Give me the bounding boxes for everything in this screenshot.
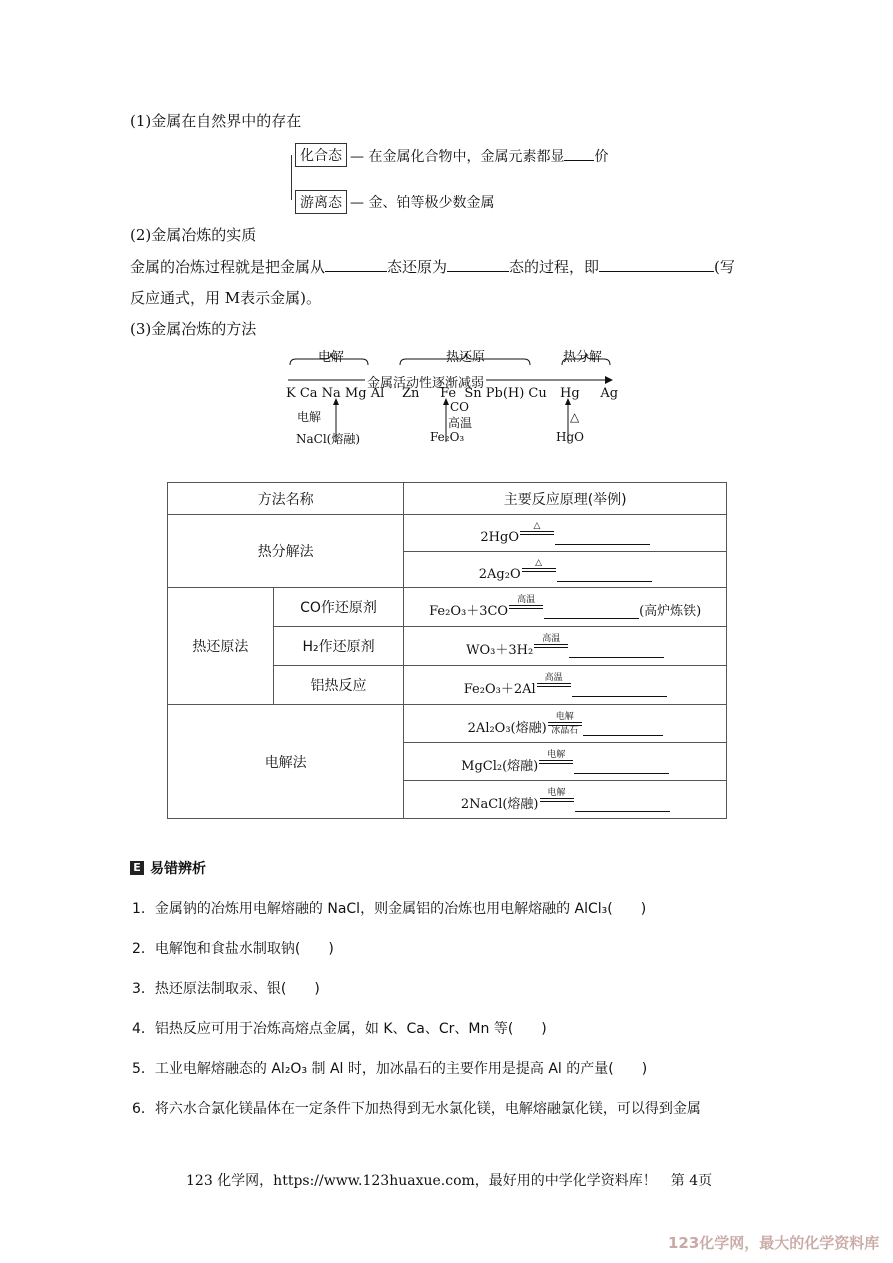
equation-cell: Fe₂O₃＋3CO 高温 (高炉炼铁) — [404, 588, 727, 627]
reducer-thermite: 铝热反应 — [273, 666, 404, 705]
activity-label: 金属活动性逐渐减弱 — [365, 372, 486, 391]
reducer-h2: H₂作还原剂 — [273, 627, 404, 666]
metals-group3: Hg Ag — [560, 386, 619, 401]
metals-group2: Zn Fe Sn Pb(H) Cu — [402, 386, 547, 401]
errors-title-row — [130, 858, 206, 878]
answer-blank — [575, 797, 670, 812]
answer-blank — [544, 604, 639, 619]
diagram-hgo: HgO — [556, 430, 584, 444]
brace-label-electrolysis: 电解 — [318, 350, 345, 365]
diagram-nacl: NaCl(熔融) — [296, 432, 361, 446]
equation-cell: Fe₂O₃＋2Al 高温 — [404, 666, 727, 705]
section3-heading: (3)金属冶炼的方法 — [130, 320, 257, 338]
table-row — [168, 515, 727, 552]
brace-label-thermal-decomp: 热分解 — [563, 350, 603, 365]
header-principle: 主要反应原理(举例) — [404, 483, 727, 515]
equation-cell: 2HgO △ — [404, 515, 727, 552]
answer-blank — [583, 721, 663, 736]
section2-line1: 金属的冶炼过程就是把金属从 态还原为 态的过程，即 (写 — [130, 258, 735, 276]
error-item-6: 6．将六水合氯化镁晶体在一定条件下加热得到无水氯化镁，电解熔融氯化镁，可以得到金属 — [132, 1101, 701, 1117]
section2-line2: 反应通式，用 M表示金属)。 — [130, 289, 321, 307]
metals-group1: K Ca Na Mg Al — [286, 386, 385, 401]
method-electrolysis: 电解法 — [168, 705, 404, 819]
reducer-co: CO作还原剂 — [273, 588, 404, 627]
diagram-fe2o3: Fe₂O₃ — [430, 430, 465, 444]
method-thermal-decomp: 热分解法 — [168, 515, 404, 588]
answer-blank — [572, 682, 667, 697]
diagram-high-temp: 高温 — [448, 416, 473, 430]
errors-title: 易错辨析 — [150, 861, 206, 877]
equation-cell: 2NaCl(熔融) 电解 — [404, 781, 727, 819]
methods-table — [167, 482, 727, 819]
free-state-box: 游离态 — [295, 190, 347, 214]
error-item-1: 1．金属钠的冶炼用电解熔融的 NaCl，则金属铝的冶炼也用电解熔融的 AlCl₃( ) — [132, 901, 647, 917]
answer-blank — [555, 530, 650, 545]
section2-heading: (2)金属冶炼的实质 — [130, 226, 257, 244]
header-method: 方法名称 — [168, 483, 404, 515]
free-state-desc: — 金、铂等极少数金属 — [350, 195, 495, 211]
equation-cell: 2Al₂O₃(熔融) 电解 冰晶石 — [404, 705, 727, 743]
arrow-head — [605, 376, 613, 384]
error-item-2: 2．电解饱和食盐水制取钠( ) — [132, 941, 334, 957]
combined-state-box: 化合态 — [295, 143, 347, 167]
diagram-elec-label: 电解 — [297, 410, 322, 424]
table-row — [168, 705, 727, 743]
error-item-3: 3．热还原法制取汞、银( ) — [132, 981, 320, 997]
section1-heading: (1)金属在自然界中的存在 — [130, 112, 302, 130]
error-analysis-icon: E — [130, 861, 144, 875]
diagram-co: CO — [450, 400, 470, 414]
equation-cell: 2Ag₂O △ — [404, 552, 727, 588]
combined-state-desc: — 在金属化合物中，金属元素都显 价 — [350, 146, 608, 166]
method-thermal-reduction: 热还原法 — [168, 588, 274, 705]
bracket-line — [291, 155, 292, 200]
equation-cell: WO₃＋3H₂ 高温 — [404, 627, 727, 666]
error-item-5: 5．工业电解熔融态的 Al₂O₃ 制 Al 时，加冰晶石的主要作用是提高 Al 的产量( ) — [132, 1061, 648, 1077]
page-footer: 123 化学网，https://www.123huaxue.com，最好用的中学化学资料库！ 第 4页 — [186, 1173, 713, 1189]
diagram-delta: △ — [570, 410, 580, 424]
error-item-4: 4．铝热反应可用于冶炼高熔点金属，如 K、Ca、Cr、Mn 等( ) — [132, 1021, 547, 1037]
answer-blank — [569, 643, 664, 658]
equation-cell: MgCl₂(熔融) 电解 — [404, 743, 727, 781]
answer-blank — [557, 567, 652, 582]
table-header-row — [168, 483, 727, 515]
table-row — [168, 588, 727, 627]
answer-blank — [574, 759, 669, 774]
watermark: 123化学网，最大的化学资料库 — [668, 1234, 880, 1252]
brace-label-thermal-reduction: 热还原 — [446, 350, 486, 365]
